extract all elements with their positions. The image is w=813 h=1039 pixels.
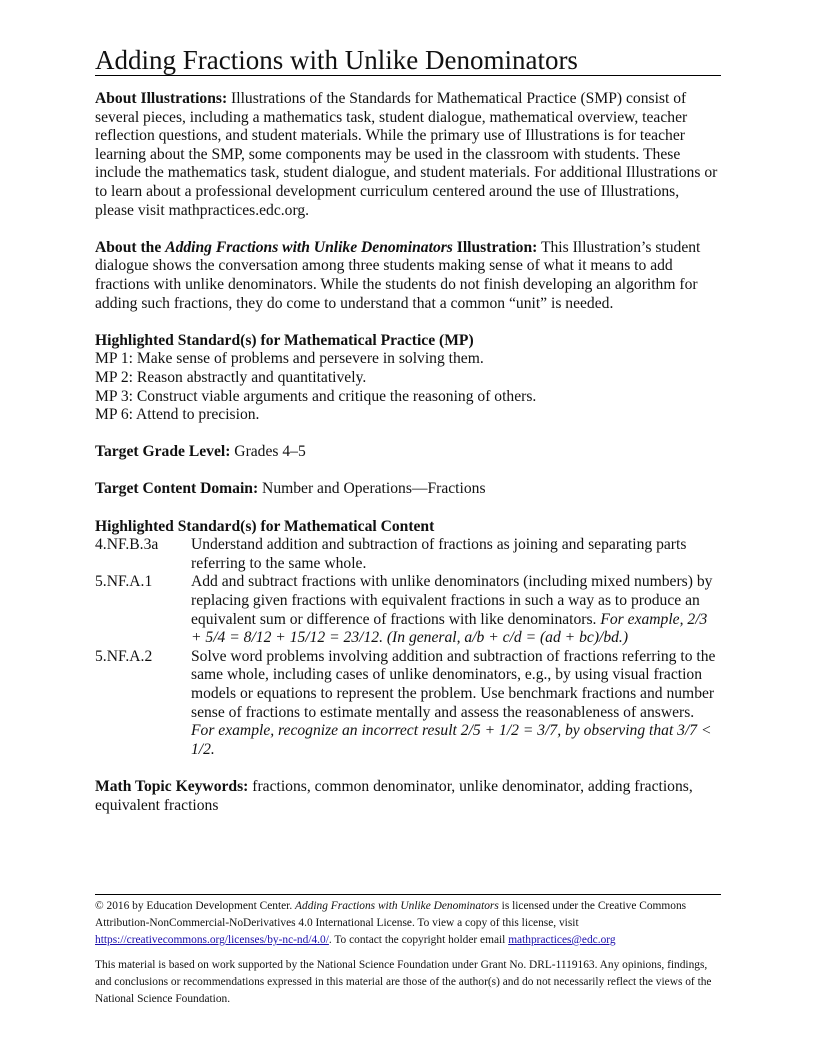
standard-code: 5.NF.A.1	[95, 573, 153, 591]
nsf-disclaimer: This material is based on work supported by the National Science Foundation under Grant No. DRL-1119163. Any opinions, findings, and conclusions or recommendations expressed in this material are those of the author(s) and do not necessarily reflect the views of the National Science Foundation.	[95, 959, 712, 1005]
target-domain-value: Number and Operations—Fractions	[258, 480, 486, 498]
target-domain-label: Target Content Domain:	[95, 480, 259, 498]
page-title: Adding Fractions with Unlike Denominators	[95, 45, 578, 75]
about-illustrations-text: Illustrations of the Standards for Mathematical Practice (SMP) consist of several pieces, including a mathematics task, student dialogue, mathematical overview, teacher reflection questions, and student materials. While the primary use of Illustrations is for teacher learning about the SMP, some components may be used in the classroom with students. These include the mathematics task, student dialogue, and student materials. For additional Illustrations or to learn about a professional development curriculum centered around the use of Illustrations, please visit mathpractices.edc.org.	[95, 90, 718, 219]
content-standard-row	[95, 648, 721, 760]
about-illustrations	[95, 90, 721, 220]
footer-divider	[95, 894, 721, 895]
content-standard-row	[95, 573, 721, 647]
keywords-value: fractions, common denominator, unlike denominator, adding fractions, equivalent fractions	[95, 777, 693, 814]
standard-code: 5.NF.A.2	[95, 647, 153, 665]
target-grade-label: Target Grade Level:	[95, 443, 231, 461]
document-body	[95, 90, 721, 815]
practice-standards	[95, 332, 721, 425]
standard-code: 4.NF.B.3a	[95, 536, 159, 554]
copyright-title: Adding Fractions with Unlike Denominators	[295, 900, 499, 912]
license-link[interactable]: https://creativecommons.org/licenses/by-nc-nd/4.0/	[95, 934, 329, 946]
about-this-text: This Illustration’s student dialogue shows the conversation among three students making sense of what it means to add fractions with unlike denominators. While the students do not finish developing an algorithm for adding such fractions, they do come to understand that a common “unit” is needed.	[95, 238, 701, 312]
about-this-label-title: Adding Fractions with Unlike Denominators	[165, 238, 453, 256]
standard-text: Solve word problems involving addition and subtraction of fractions referring to the same whole, including cases of unlike denominators, e.g., by using visual fraction models or equations to represent the problem. Use benchmark fractions and number sense of fractions to estimate mentally and assess the reasonableness of answers. For example, recognize an incorrect result 2/5 + 1/2 = 3/7, by observing that 3/7 < 1/2.	[191, 647, 716, 758]
standard-example: For example, recognize an incorrect result 2/5 + 1/2 = 3/7, by observing that 3/7 < 1/2.	[191, 722, 712, 758]
math-keywords	[95, 778, 721, 815]
content-heading: Highlighted Standard(s) for Mathematical Content	[95, 517, 435, 535]
email-link[interactable]: mathpractices@edc.org	[508, 934, 616, 946]
content-standard-row	[95, 536, 721, 573]
practice-item: MP 1: Make sense of problems and persevere in solving them.	[95, 350, 484, 368]
about-this-illustration	[95, 239, 721, 313]
about-this-label-pre: About the	[95, 238, 166, 256]
target-domain	[95, 480, 721, 499]
practice-item: MP 6: Attend to precision.	[95, 406, 260, 424]
standard-example: For example, 2/3 + 5/4 = 8/12 + 15/12 = 23/12. (In general, a/b + c/d = (ad + bc)/bd.)	[191, 610, 708, 647]
practice-item: MP 2: Reason abstractly and quantitatively.	[95, 368, 367, 386]
about-this-label-post: Illustration:	[452, 238, 538, 256]
practice-heading: Highlighted Standard(s) for Mathematical Practice (MP)	[95, 331, 474, 349]
standard-text: Understand addition and subtraction of fractions as joining and separating parts referring to the same whole.	[191, 536, 687, 572]
content-standards	[95, 518, 721, 760]
about-illustrations-label: About Illustrations:	[95, 90, 228, 107]
practice-item: MP 3: Construct viable arguments and critique the reasoning of others.	[95, 387, 537, 405]
standard-text: Add and subtract fractions with unlike denominators (including mixed numbers) by replacing given fractions with equivalent fractions in such a way as to produce an equivalent sum or difference of fractions with like denominators. For example, 2/3 + 5/4 = 8/12 + 15/12 = 23/12. (In general, a/b + c/d = (ad + bc)/bd.)	[191, 573, 713, 647]
copyright-notice: © 2016 by Education Development Center. Adding Fractions with Unlike Denominators is licensed under the Creative Commons Attribution-NonCommercial-NoDerivatives 4.0 International License. To view a copy of this license, visit https://creativecommons.org/licenses/by-nc-nd/4.0/. To contact the copyright holder email mathpractices@edc.org	[95, 900, 687, 946]
target-grade	[95, 443, 721, 462]
footer	[95, 898, 721, 1008]
keywords-label: Math Topic Keywords:	[95, 777, 249, 795]
title-divider	[95, 75, 721, 76]
target-grade-value: Grades 4–5	[230, 443, 306, 461]
